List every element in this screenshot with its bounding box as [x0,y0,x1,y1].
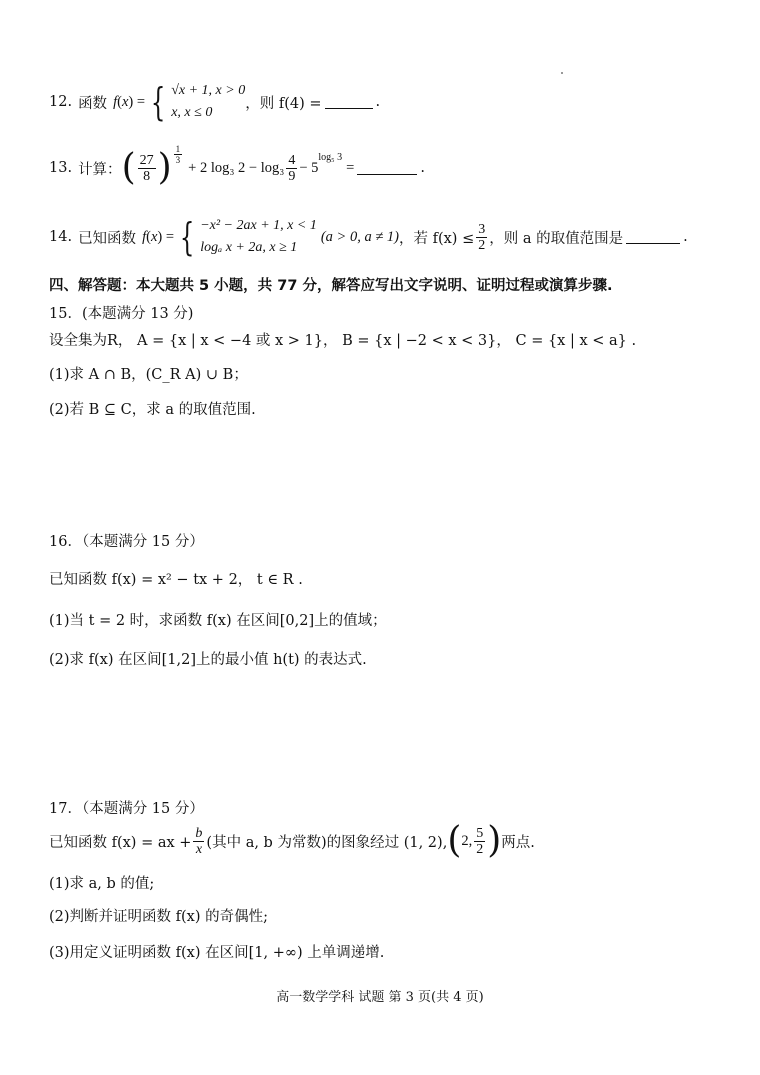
question-15-title: 15．(本题满分 13 分) [49,306,194,322]
answer-blank[interactable] [626,231,680,244]
question-13: 13. 计算： ( $\frac{27}{8}$ ) $\frac{1}{3}$ + 2 log₃ 2 − log₃ $\frac{4}{9}$ − 5 $^{log_5 3}$ = . [49,144,425,188]
question-prefix: 已知函数 [78,230,137,247]
question-prefix: 函数 [78,95,108,112]
fraction: $\frac{b}{x}$ [195,825,203,857]
question-15-stem: 设全集为R， A = {x | x < −4 或 x > 1}， B = {x | −2 < x < 3}， C = {x | x < a} . [49,333,637,349]
question-17-part1: (1)求 a, b 的值; [49,876,155,892]
question-16-title: 16．（本题满分 15 分） [49,534,204,550]
question-16-stem: 已知函数 f(x) = x² − tx + 2， t ∈ R . [49,572,303,588]
piecewise-cases: −x² − 2ax + 1, x < 1 logₐ x + 2a, x ≥ 1 [200,218,317,255]
left-brace: { [150,80,166,124]
piecewise-cases: √x + 1, x > 0 x, x ≤ 0 [171,83,246,120]
question-17-part2: (2)判断并证明函数 f(x) 的奇偶性; [49,909,268,925]
question-15-part2: (2)若 B ⊆ C，求 a 的取值范围. [49,402,256,418]
question-number: 12. [49,94,73,110]
answer-blank[interactable] [325,96,373,109]
question-14: 14. 已知函数 f ( x ) = { −x² − 2ax + 1, x < 1 logₐ x + 2a, x ≥ 1 (a > 0, a ≠ 1) ，若 f(x) ≤ $\frac{3}{2}$ ，则 a 的取值范围是 . [49,215,688,259]
fraction: $\frac{4}{9}$ [288,152,296,184]
question-number: 14. [49,229,73,245]
question-text: ，则 f(4) = [245,95,322,112]
question-16-part1: (1)当 t = 2 时，求函数 f(x) 在区间[0,2]上的值域； [49,613,387,629]
answer-blank[interactable] [357,162,417,175]
question-12: 12. 函数 f ( x ) = { √x + 1, x > 0 x, x ≤ 0 ，则 f(4) = . [49,80,381,124]
left-brace: { [179,215,195,259]
question-17-part3: (3)用定义证明函数 f(x) 在区间[1, +∞) 上单调递增. [49,945,385,961]
fraction: $\frac{3}{2}$ [478,221,486,253]
question-17-stem: 已知函数 f(x) = ax + $\frac{b}{x}$ (其中 a, b 为常数)的图象经过 (1, 2), ( 2, $\frac{5}{2}$ ) 两点. [49,820,535,861]
question-prefix: 计算： [78,161,122,178]
question-16-part2: (2)求 f(x) 在区间[1,2]上的最小值 h(t) 的表达式. [49,652,367,668]
question-15-part1: (1)求 A ∩ B，(C_R A) ∪ B； [49,367,248,383]
section-heading: 四、解答题：本大题共 5 小题，共 77 分，解答应写出文字说明、证明过程或演算步骤. [49,278,613,294]
fraction: $\frac{27}{8}$ [139,152,154,184]
exponent-fraction: $\frac{1}{3}$ [175,144,181,165]
page-footer: 高一数学学科 试题 第 3 页(共 4 页) [276,990,484,1005]
scan-speck [561,72,563,74]
fraction: $\frac{5}{2}$ [476,825,484,857]
question-number: 13. [49,160,73,176]
question-17-title: 17．（本题满分 15 分） [49,801,204,817]
